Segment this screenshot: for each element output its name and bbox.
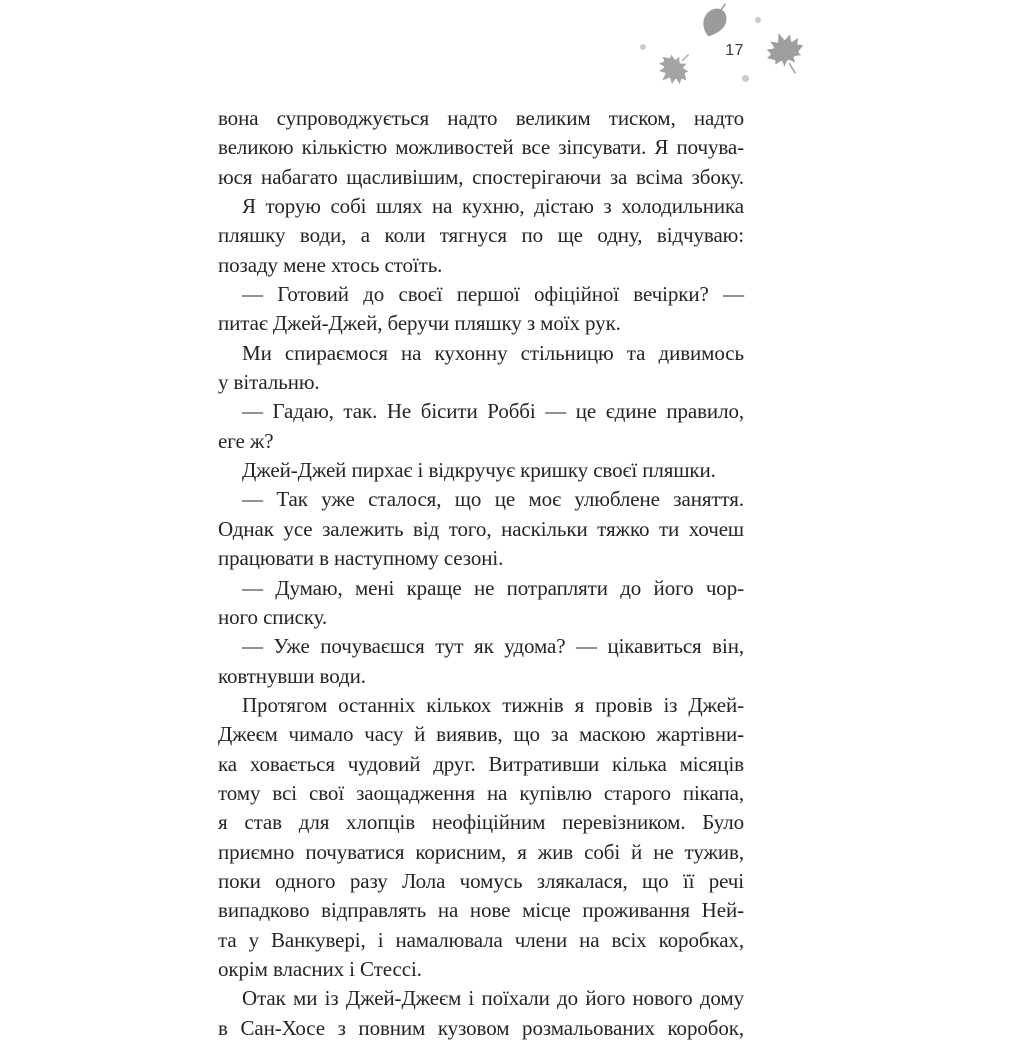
- text-line: Ми спираємося на кухонну стільницю та дивимось: [242, 340, 744, 365]
- text-line: ковтнувши води.: [218, 663, 366, 688]
- text-line: — Думаю, мені краще не потрапляти до його чор-: [242, 575, 744, 600]
- text-line: Однак усе залежить від того, наскільки тяжко ти хочеш: [218, 516, 744, 541]
- maple-leaf-icon: [757, 25, 816, 84]
- maple-leaf-icon: [648, 39, 705, 96]
- text-line: ка ховається чудовий друг. Витративши кілька місяців: [218, 751, 744, 776]
- decor-dot: [755, 17, 761, 23]
- decor-dot: [742, 75, 749, 82]
- text-line: великою кількістю можливостей все зіпсувати. Я почува-: [218, 135, 744, 160]
- text-line: поки одного разу Лола чомусь злякалася, що її речі: [218, 868, 744, 893]
- page-number: 17: [725, 42, 744, 59]
- text-line: — Готовий до своєї першої офіційної вечірки? —: [242, 282, 744, 307]
- text-line: — Уже почуваєшся тут як удома? — цікавиться він,: [242, 634, 744, 659]
- text-line: питає Джей-Джей, беручи пляшку з моїх рук.: [218, 311, 621, 336]
- text-line: ного списку.: [218, 604, 328, 629]
- text-line: пляшку води, а коли тягнуся по ще одну, відчуваю:: [218, 223, 744, 248]
- text-line: Джей-Джей пирхає і відкручує кришку своєї пляшки.: [242, 458, 716, 483]
- teardrop-leaf-icon: [698, 3, 734, 41]
- text-line: в Сан-Хосе з повним кузовом розмальованих коробок,: [218, 1015, 744, 1040]
- text-line: та у Ванкувері, і намалювала члени на всіх коробках,: [218, 927, 744, 952]
- text-line: вона супроводжується надто великим тиском, надто: [218, 106, 744, 130]
- text-line: юся набагато щасливішим, спостерігаючи за всіма збоку.: [218, 164, 744, 189]
- text-line: — Гадаю, так. Не бісити Роббі — це єдине правило,: [242, 399, 744, 424]
- text-line: — Так уже сталося, що це моє улюблене заняття.: [242, 487, 744, 512]
- text-line: Джеєм чимало часу й виявив, що за маскою жартівни-: [218, 722, 744, 747]
- text-line: я став для хлопців неофіційним перевізником. Було: [218, 810, 744, 835]
- decor-dot: [640, 44, 646, 50]
- text-line: випадково відправлять на нове місце проживання Ней-: [218, 898, 744, 923]
- text-block: [218, 104, 744, 1043]
- text-line: тому всі свої заощадження на купівлю старого пікапа,: [218, 780, 744, 805]
- text-line: окрім власних і Стессі.: [218, 956, 422, 981]
- text-line: працювати в наступному сезоні.: [218, 546, 504, 571]
- text-line: Протягом останніх кількох тижнів я провів із Джей-: [242, 692, 744, 717]
- text-line: позаду мене хтось стоїть.: [218, 252, 443, 277]
- text-line: у вітальню.: [218, 370, 320, 395]
- text-line: еге ж?: [218, 428, 274, 453]
- text-line: приємно почуватися корисним, я жив собі й не тужив,: [218, 839, 744, 864]
- text-line: Я торую собі шлях на кухню, дістаю з холодильника: [242, 194, 744, 219]
- text-line: Отак ми із Джей-Джеєм і поїхали до його нового дому: [242, 986, 744, 1011]
